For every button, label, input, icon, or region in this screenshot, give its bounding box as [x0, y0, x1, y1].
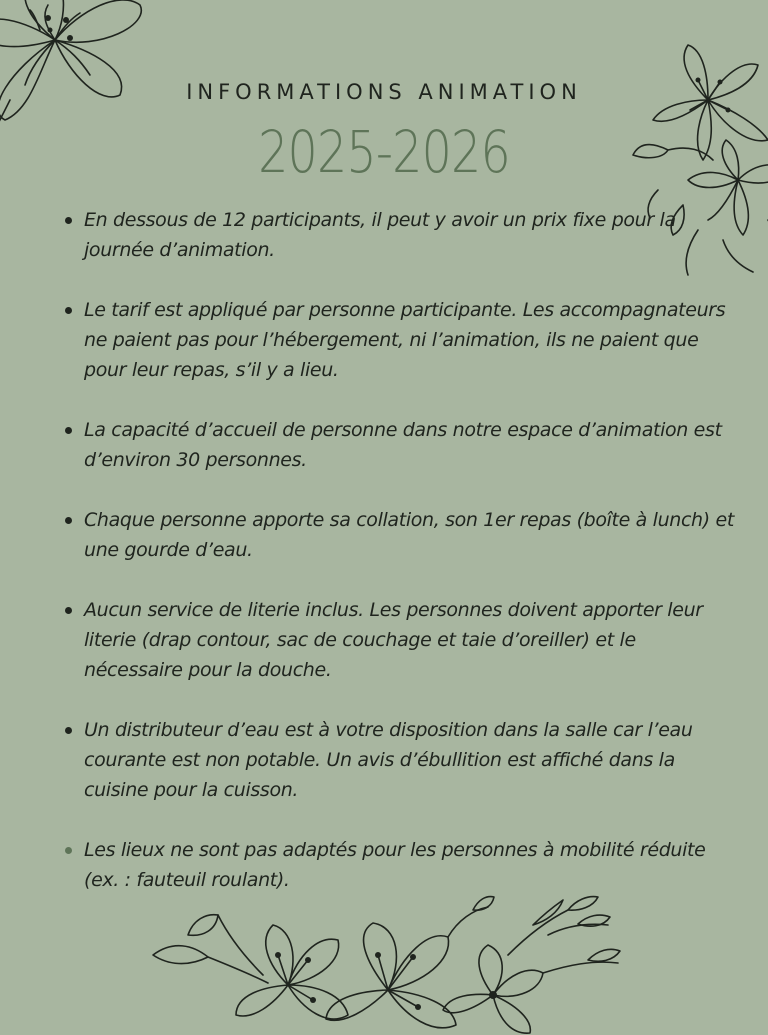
- list-item-text: Le tarif est appliqué par personne participante. Les accompagnateurs ne paient pas pour l’hébergement, ni l’animation, ils ne paient que pour leur repas, s’il y a lieu.: [84, 299, 726, 381]
- list-item-text: Les lieux ne sont pas adaptés pour les personnes à mobilité réduite (ex. : fauteuil roulant).: [84, 839, 706, 891]
- bullet-icon: [65, 847, 72, 854]
- list-item-text: Un distributeur d’eau est à votre disposition dans la salle car l’eau courante est non potable. Un avis d’ébullition est affiché dans la cuisine pour la cuisson.: [84, 719, 693, 801]
- bullet-icon: [65, 517, 72, 524]
- bullet-icon: [65, 427, 72, 434]
- flower-bottom-garland-icon: [148, 895, 628, 1035]
- list-item: [60, 715, 740, 805]
- list-item: [60, 835, 740, 895]
- list-item: [60, 595, 740, 685]
- list-item-text: Aucun service de literie inclus. Les personnes doivent apporter leur literie (drap contour, sac de couchage et taie d’oreiller) et le nécessaire pour la douche.: [84, 599, 703, 681]
- bullet-icon: [65, 217, 72, 224]
- list-item: [60, 505, 740, 565]
- page-title: INFORMATIONS ANIMATION: [186, 80, 582, 104]
- bullet-icon: [65, 727, 72, 734]
- bullet-icon: [65, 607, 72, 614]
- list-item: [60, 415, 740, 475]
- list-item-text: Chaque personne apporte sa collation, son 1er repas (boîte à lunch) et une gourde d’eau.: [84, 509, 734, 561]
- list-item-text: La capacité d’accueil de personne dans notre espace d’animation est d’environ 30 personnes.: [84, 419, 722, 471]
- list-item: [60, 295, 740, 385]
- info-list: [60, 205, 740, 925]
- year-heading: 2025-2026: [258, 118, 510, 186]
- list-item: [60, 205, 740, 265]
- list-item-text: En dessous de 12 participants, il peut y avoir un prix fixe pour la journée d’animation.: [84, 209, 676, 261]
- bullet-icon: [65, 307, 72, 314]
